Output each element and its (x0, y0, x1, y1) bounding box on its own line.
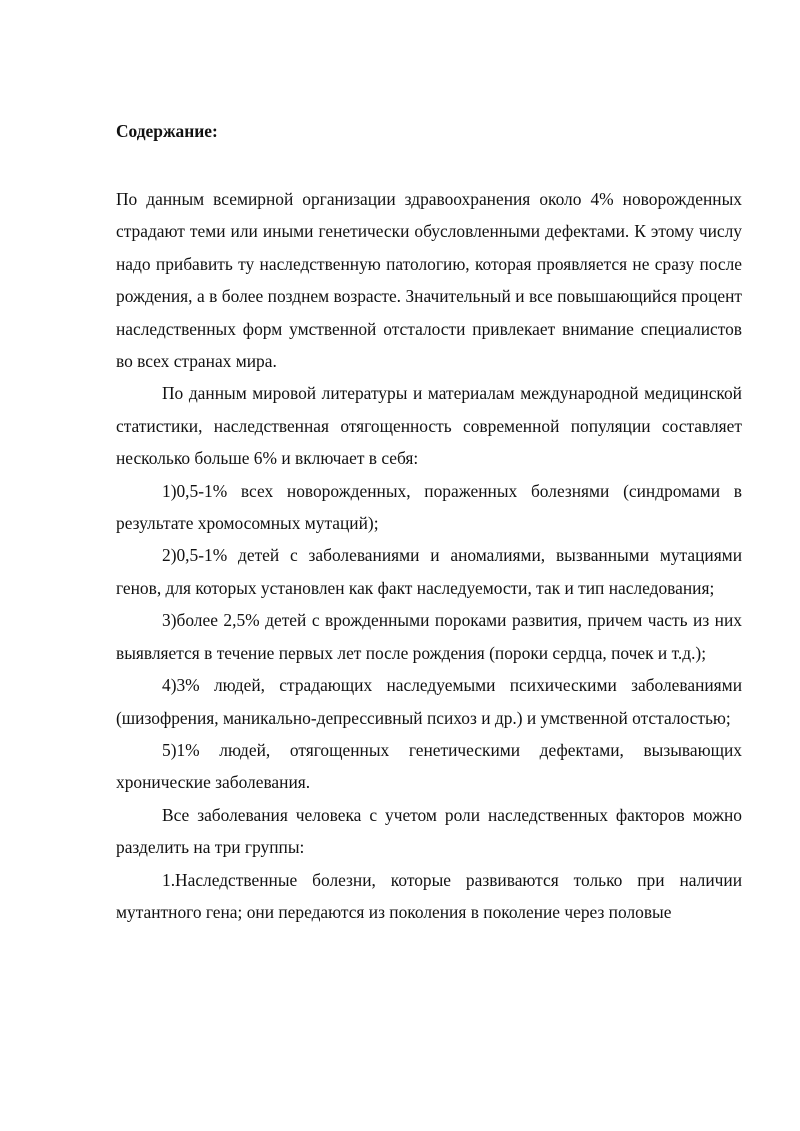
paragraph-hereditary-diseases: 1.Наследственные болезни, которые развиваются только при наличии мутантного гена; они передаются из поколения в поколение через половые (116, 869, 742, 922)
list-item-1: 1)0,5-1% всех новорожденных, пораженных болезнями (синдромами в результате хромосомных мутаций); (116, 480, 742, 534)
paragraph-statistics: По данным мировой литературы и материалам международной медицинской статистики, наследственная отягощенность современной популяции составляет несколько больше 6% и включает в себя: (116, 383, 742, 469)
list-item-5: 5)1% людей, отягощенных генетическими дефектами, вызывающих хронические заболевания. (116, 739, 742, 793)
list-item-3: 3)более 2,5% детей с врожденными пороками развития, причем часть из них выявляется в течение первых лет после рождения (пороки сердца, почек и т.д.); (116, 610, 742, 663)
document-heading: Содержание: (116, 121, 218, 141)
list-item-2: 2)0,5-1% детей с заболеваниями и аномалиями, вызванными мутациями генов, для которых установлен как факт наследуемости, так и тип наследования; (116, 545, 742, 598)
document-body (116, 183, 742, 928)
paragraph-groups: Все заболевания человека с учетом роли наследственных факторов можно разделить на три группы: (116, 804, 742, 858)
list-item-4: 4)3% людей, страдающих наследуемыми психическими заболеваниями (шизофрения, маникально-депрессивный психоз и др.) и умственной отсталостью; (116, 675, 742, 728)
paragraph-intro: По данным всемирной организации здравоохранения около 4% новорожденных страдают теми или иными генетически обусловленными дефектами. К этому числу надо прибавить ту наследственную патологию, которая проявляется не сразу после рождения, а в более позднем возрасте. Значительный и все повышающийся процент наследственных форм умственной отсталости привлекает внимание специалистов во всех странах мира. (116, 189, 742, 372)
